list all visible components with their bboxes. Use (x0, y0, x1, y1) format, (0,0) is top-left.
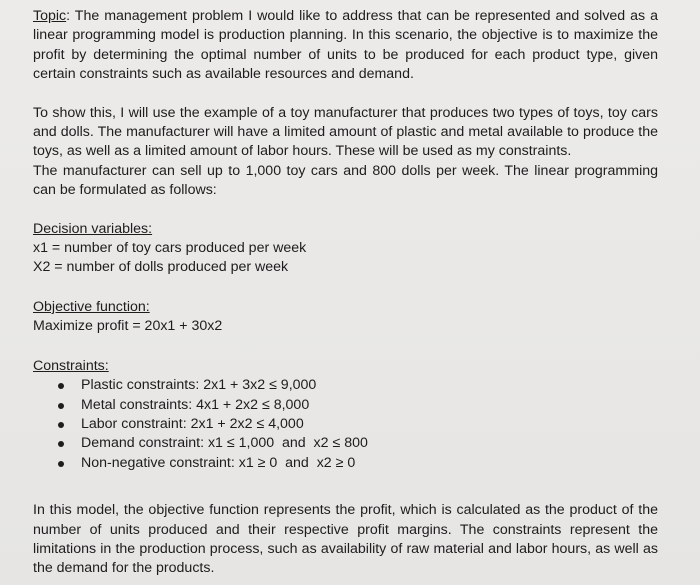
list-item (55, 454, 658, 473)
decision-variables-section (33, 220, 658, 278)
example-paragraph-2: The manufacturer can sell up to 1,000 toy cars and 800 dolls per week. The linear programming can be formulated as follows: (33, 162, 658, 199)
decision-variable-x2: X2 = number of dolls produced per week (33, 259, 289, 276)
objective-function-heading: Objective function: (33, 298, 150, 315)
constraint-labor: Labor constraint: 2x1 + 2x2 ≤ 4,000 (81, 415, 304, 432)
bullet-icon (58, 403, 64, 409)
bullet-icon (58, 383, 64, 389)
constraints-heading: Constraints: (33, 357, 109, 374)
objective-function-section (33, 298, 658, 337)
bullet-icon (58, 441, 64, 447)
constraint-metal: Metal constraints: 4x1 + 2x2 ≤ 8,000 (81, 396, 310, 413)
list-item (55, 415, 658, 434)
list-item (55, 434, 658, 453)
decision-variable-x1: x1 = number of toy cars produced per week (33, 240, 307, 257)
decision-variables-heading: Decision variables: (33, 220, 153, 237)
bullet-icon (58, 422, 64, 428)
constraint-plastic: Plastic constraints: 2x1 + 3x2 ≤ 9,000 (81, 377, 317, 394)
bullet-icon (58, 461, 64, 467)
topic-paragraph (33, 7, 658, 85)
constraint-demand: Demand constraint: x1 ≤ 1,000 and x2 ≤ 800 (81, 435, 368, 452)
example-paragraph: To show this, I will use the example of a toy manufacturer that produces two types of toys, toy cars and dolls. The manufacturer will have a limited amount of plastic and metal available to produce the toys, as well as a limited amount of labor hours. These will be used as my constraints. (33, 104, 658, 160)
constraint-non-negative: Non-negative constraint: x1 ≥ 0 and x2 ≥ 0 (81, 454, 356, 471)
constraints-section (33, 357, 658, 473)
document-body (33, 7, 658, 579)
conclusion-paragraph: In this model, the objective function represents the profit, which is calculated as the product of the number of units produced and their respective profit margins. The constraints represent the limitations in the production process, such as availability of raw material and labor hours, as well as the demand for the products. (33, 502, 658, 577)
list-item (55, 396, 658, 415)
topic-label: Topic (33, 8, 67, 24)
topic-text: : The management problem I would like to address that can be represented and solved as a linear programming model is production planning. In this scenario, the objective is to maximize the profit by determining the optimal number of units to be produced for each product type, given certain constraints such as available resources and demand. (33, 8, 658, 83)
objective-function-text: Maximize profit = 20x1 + 30x2 (33, 318, 223, 335)
constraints-list (33, 376, 658, 473)
list-item (55, 376, 658, 395)
